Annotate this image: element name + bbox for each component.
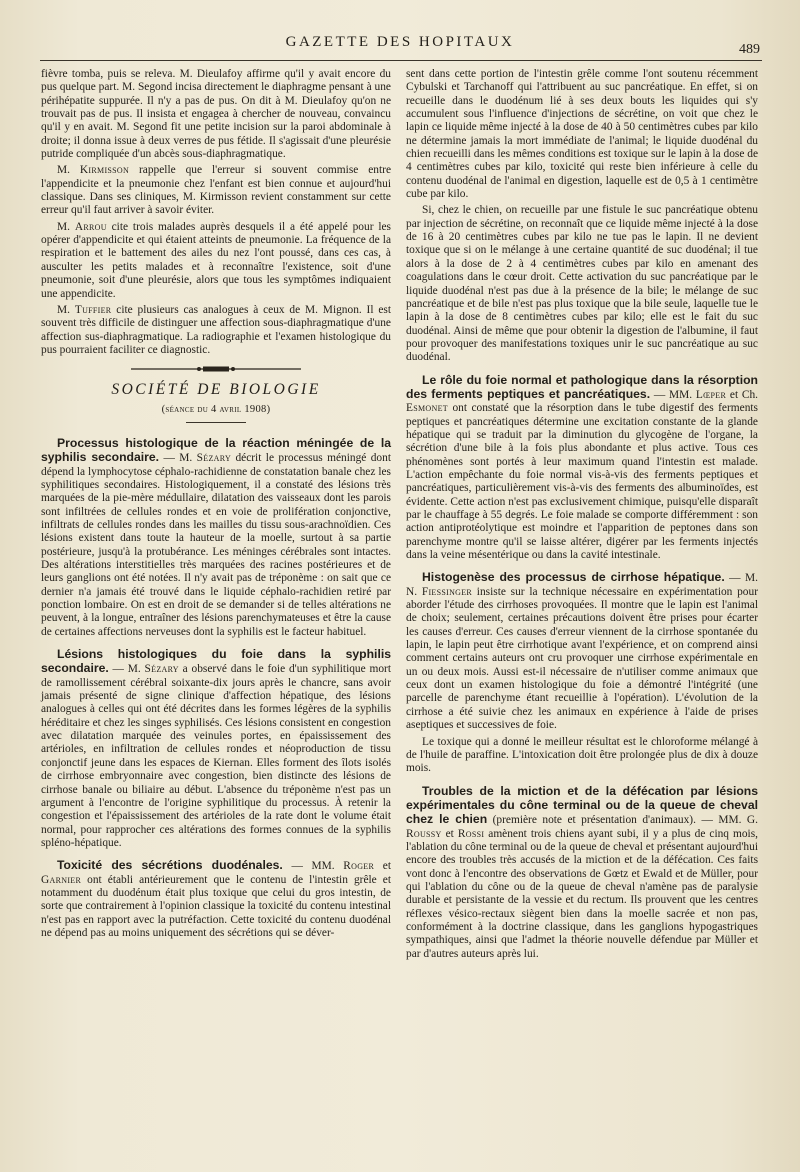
- article-foie-syphilis: [41, 648, 391, 850]
- paragraph-text: cite trois malades auprès desquels il a été appelé pour les opérer d'appendicite et qui étaient atteints de pneumonie. La fréquence de la respiration et le battement des ailes du nez l'ont poussé, dans ces cas, à ausculter les petits malades et à reconnaître l'existence, soit d'une pneumonie, soit d'une pleurésie, alors que tous les symptômes indiquaient une appendicite.: [41, 220, 391, 300]
- dash: — M.: [159, 452, 197, 465]
- dash: — M. N.: [406, 572, 758, 598]
- conjunction: et: [441, 827, 458, 840]
- author-name: Fiessinger: [421, 585, 473, 598]
- dash: — MM.: [282, 860, 344, 873]
- author-name: Roger: [343, 860, 375, 873]
- article-role-foie: [406, 374, 758, 563]
- author-name: Tuffier: [74, 303, 112, 316]
- page-header: [40, 30, 760, 60]
- society-title: SOCIÉTÉ DE BIOLOGIE: [111, 381, 321, 399]
- paragraph-tuffier: M. Tuffier cite plusieurs cas analogues à ceux de M. Mignon. Il est souvent très difficile de distinguer une affection sous-diaphragmatique d'une affection sus-diaphragmatique. La radiographie et l'examen histologique du pus pourraient faciliter ce diagnostic.: [41, 303, 391, 356]
- conjunction: et Ch.: [726, 388, 759, 401]
- session-rule: [186, 422, 246, 423]
- article-title: Lésions histologiques du foie dans la syphilis secondaire.: [41, 647, 391, 676]
- article-text: ont constaté que la résorption dans le tube digestif des ferments peptiques et pancréatiques détermine une excitation constante de la glande hépatique qui se traduit par la diminution du glycogène de l'organe, la sécrétion d'une bile à la fois plus abondante et plus active. Tous ces phénomènes sont portés à leur maximum quand l'intestin est malade. L'action empêchante du foie normal vis-à-vis des ferments peptiques et pancréatiques, particulièrement vis-à-vis des ferments des albuminoïdes, est évidente. Cette action n'est pas exclusivement chimique, puisqu'elle disparaît par le chauffage à 55 degrés. Le foie malade se comporte différemment : son action antiprotéolytique est moindre et l'apparition de peptones dans son parenchyme montre qu'il se laisse altérer, digérer par les ferments injectés dans la veine mésentérique ou dans la cavité intestinale.: [406, 402, 758, 562]
- article-toxicite: [41, 859, 391, 940]
- article-text: insiste sur la technique nécessaire en expérimentation pour aborder l'étude des cirrhoses provoquées. Il montre que le lapin est l'animal de choix; seulement, certaines précautions doivent être prises pour écarter les causes d'erreur. Ces causes d'erreur viennent de la cirrhose spontanée du lapin, le lapin peut être cirrhotique avant l'expérience, et on comprend ainsi comment certains auteurs ont cru provoquer une cirrhose expérimentale en un ou deux mois. Aussi est-il nécessaire de n'utiliser comme animaux que ceux dont un examen histologique du foie a démontré l'intégrité (une parcelle de parenchyme étant recueillie à l'opération). L'évolution de la cirrhose a été suivie chez les animaux en expérience à l'aide de prises aseptiques et successives de foie.: [406, 585, 758, 732]
- author-name: Kirmisson: [79, 164, 130, 177]
- author-name: Lœper: [695, 388, 727, 401]
- dash: — M.: [108, 663, 145, 676]
- header-rule: [40, 60, 762, 61]
- author-name: Esmonet: [406, 402, 448, 415]
- paragraph-toxique: Le toxique qui a donné le meilleur résultat est le chloroforme mélangé à de l'huile de paraffine. L'intoxication doit être prolongée plus de dix à douze mois.: [406, 735, 758, 775]
- right-column: [406, 68, 758, 964]
- article-histogenese: [406, 571, 758, 732]
- paragraph-text: rappelle que l'erreur si souvent commise entre l'appendicite et la pneumonie chez l'enfant est bien connue et aujourd'hui classique. Dans ses cliniques, M. Kirmisson revient constamment sur cette erreur qu'il faut arriver à savoir éviter.: [41, 164, 391, 217]
- left-column: [41, 68, 391, 943]
- author-name: Sézary: [144, 663, 179, 676]
- article-text: ont établi antérieurement que le contenu de l'intestin grêle et notamment du duodénum était plus toxique que celui du gros intestin, de sorte que contrairement à l'opinion classique la toxicité du contenu intestinal n'est pas en rapport avec la putréfaction. Cette toxicité du contenu duodénal ne dépend pas au moins uniquement des sécrétions qui se déver-: [41, 873, 391, 939]
- ornament-rule-icon: [131, 365, 301, 373]
- article-subtitle: (première note et présentation d'animaux). — MM. G.: [487, 814, 758, 827]
- society-session: (séance du 4 avril 1908): [161, 403, 271, 415]
- article-title: Histogenèse des processus de cirrhose hépatique.: [422, 570, 725, 585]
- paragraph-continuation: sent dans cette portion de l'intestin grêle comme l'ont soutenu récemment Cybulski et Tarchanoff qui l'attribuent au suc pancréatique. En effet, si on recueille dans le duodénum lié à ses deux bouts les liquides qui s'y accumulent sous l'influence d'injections de sécrétine, on voit que chez le lapin ce liquide même injecté à la dose de 40 à 50 centimètres cubes par kilo ne détermine jamais la mort immédiate de l'animal; le liquide duodénal du chien recueilli dans les mêmes conditions est toxique sur le lapin à la dose de 4 centimètres cubes par kilo, toxicité qui reste bien inférieure à celle du contenu duodénal de l'animal en digestion, laquelle est de 0,5 à 1 centimètre cube par kilo.: [406, 68, 758, 201]
- paragraph-kirmisson: M. Kirmisson rappelle que l'erreur si souvent commise entre l'appendicite et la pneumonie chez l'enfant est bien connue et aujourd'hui classique. Dans ses cliniques, M. Kirmisson revient constamment sur cette erreur qu'il faut arriver à savoir éviter.: [41, 164, 391, 217]
- article-title: Troubles de la miction et de la défécation par lésions expérimentales du cône terminal ou de la queue de cheval chez le chien: [406, 783, 758, 827]
- section-ornament: [41, 365, 391, 373]
- article-title: Processus histologique de la réaction méningée de la syphilis secondaire.: [41, 435, 391, 465]
- paragraph-dieulafoy: fièvre tomba, puis se releva. M. Dieulafoy affirme qu'il y avait encore du pus quelque part. M. Segond incisa directement le diaphragme pensant à une périhépatite suppurée. Il n'y a pas de pus. On dit à M. Dieulafoy qu'on ne trouvait pas de pus. Il insista et engagea à chercher de nouveau, convaincu qu'il y en avait. M. Segond fit une petite incision sur la paroi abdominale à droite; il donna issue à deux verres de pus fétide. Il s'agissait d'une pleurésie putride compliquée d'un abcès sous-diaphragmatique.: [41, 68, 391, 161]
- author-name: Garnier: [41, 873, 82, 886]
- dash: — MM.: [650, 388, 696, 401]
- author-name: Rossi: [457, 827, 485, 840]
- article-text: décrit le processus méningé dont dépend la lymphocytose céphalo-rachidienne de constatation banale chez les syphilitiques secondaires. Histologiquement, il a constaté des lésions très marquées de la pie-mère médullaire, dilatation des vaisseaux dont les parois sont infiltrées de cellules rondes et en voie de prolifération conjonctive, infiltrats de cellules rondes dans les mailles du tissu sous-arachnoïdien. Ces lésions existent dans toute la hauteur de la moelle, surtout à sa partie postérieure, jusqu'à la protubérance. Les méninges cérébrales sont intactes. Des altérations interstitielles très marquées des racines postérieures et de leurs ganglions ont été notées. Il n'y avait pas de tréponème : on sait que ce dernier n'a jamais été trouvé dans le liquide céphalo-rachidien retiré par ponction lombaire. On est en droit de se demander si de telles altérations ne peuvent, à la longue, entraîner des lésions parenchymateuses et être la cause de certaines affections nerveuses dont la syphilis est le facteur habituel.: [41, 452, 391, 638]
- article-text: amènent trois chiens ayant subi, il y a plus de cinq mois, l'ablation du cône terminal ou de la queue de cheval et présentant aujourd'hui encore des troubles très accusés de la miction et de la défécation. Ces faits vont donc à l'encontre des observations de Gœtz et Ewald et de Müller, pour qui l'ablation du cône ou de la queue de cheval n'amène pas de paralysie durable et persistante de la vessie et du rectum. Ils prouvent que les centres réflexes vésico-rectaux siègent bien dans la moelle sacrée et non pas, conformément à la doctrine classique, dans les ganglions hypogastriques sympathiques, ainsi que l'admet la théorie nouvelle défendue par Müller et par d'autres auteurs après lui.: [406, 827, 758, 960]
- article-miction: [406, 785, 758, 961]
- article-meningee: [41, 437, 391, 639]
- article-title: Toxicité des sécrétions duodénales.: [57, 858, 283, 873]
- article-text: a observé dans le foie d'un syphilitique mort de ramollissement cérébral soixante-dix jours après le chancre, sans avoir jamais présenté de signe clinique d'affection hépatique, des lésions analogues à celles qui ont été décrites dans les formes légères de la syphilis héréditaire et chez les singes syphilisés. Ces lésions consistent en congestion avec dilatation marquée des veinules portes, en épaississement des artérioles, en infiltration de cellules rondes et néoproduction de tissu conjonctif jeune dans les espaces de Kiernan. Elles forment des îlots isolés de cirrhose embryonnaire avec congestion, bien distincte des lésions de cirrhose banale ou biliaire au début. L'absence du tréponème n'est pas un argument à l'encontre de l'origine syphilitique du processus. À retenir la congestion et l'épaississement des artérioles de la rate dont le volume était normal, pour rapprocher ces altérations des formes connues de la syphilis spléno-hépatique.: [41, 663, 391, 849]
- running-title: GAZETTE DES HOPITAUX: [285, 34, 515, 50]
- paragraph-text: cite plusieurs cas analogues à ceux de M. Mignon. Il est souvent très difficile de distinguer une affection sous-diaphragmatique d'une affection sus-diaphragmatique. La radiographie et l'examen histologique du pus pourraient faciliter ce diagnostic.: [41, 303, 391, 356]
- page-number: 489: [739, 42, 760, 57]
- author-name: Sézary: [196, 452, 232, 465]
- paragraph-suc-pancreatique: Si, chez le chien, on recueille par une fistule le suc pancréatique obtenu par injection de sécrétine, on reconnaît que ce liquide même injecté à la dose de 16 à 20 centimètres cubes par kilo ne tue pas le lapin. Il ne devient toxique que si on le mélange à une certaine quantité de suc duodénal; il tue alors à la dose de 2 à 4 centimètres cubes par kilo en amenant des coagulations dans le cœur droit. Cette activation du suc pancréatique par le liquide duodénal n'est pas due à la présence de la bile; le mélange de suc pancréatique et de bile n'est pas plus toxique que la bile seule, laquelle tue le lapin à la dose de 8 centimètres cubes par kilo; elle est le fait du suc duodénal. Ainsi de même que pour obtenir la digestion de l'albumine, il faut pour provoquer des manifestations toxiques unir le suc pancréatique au suc duodénal.: [406, 204, 758, 364]
- author-name: Roussy: [406, 827, 442, 840]
- conjunction: et: [374, 860, 391, 873]
- paragraph-arrou: M. Arrou cite trois malades auprès desquels il a été appelé pour les opérer d'appendicite et qui étaient atteints de pneumonie. La fréquence de la respiration et le battement des ailes du nez l'ont poussé, dans ces cas, à ausculter les petits malades et à reconnaître l'existence, soit d'une pneumonie, soit d'une pleurésie, alors que tous les symptômes indiquaient une appendicite.: [41, 220, 391, 300]
- author-name: Arrou: [74, 220, 107, 233]
- article-title: Le rôle du foie normal et pathologique dans la résorption des ferments peptiques et pancréatiques.: [406, 372, 758, 401]
